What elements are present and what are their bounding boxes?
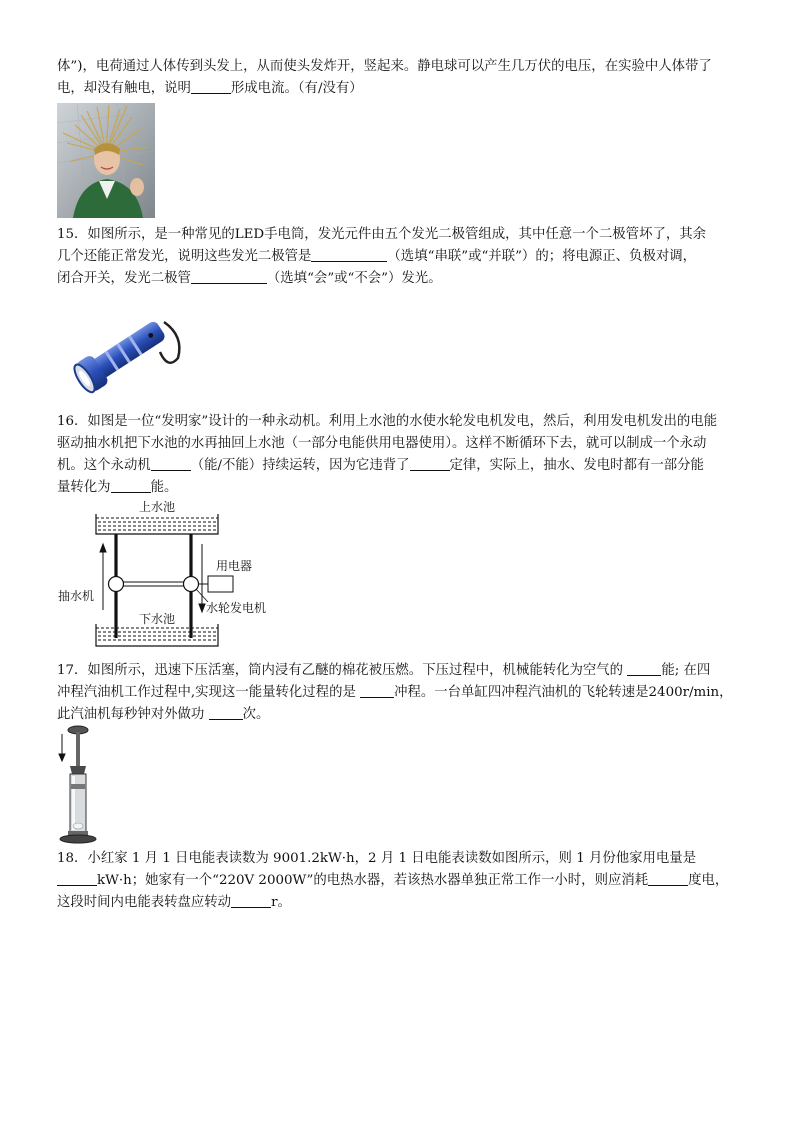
appliance-box (208, 576, 233, 592)
q18-line-3: 这段时间内电能表转盘应转动 r。 (57, 895, 291, 910)
question-14-text (57, 56, 741, 100)
q17-line-2: 冲程汽油机工作过程中,实现这一能量转化过程的是 冲程。一台单缸四冲程汽油机的飞轮转速是2400r/min， (57, 685, 733, 700)
answer-blank[interactable] (57, 871, 97, 886)
led-flashlight-picture (72, 300, 190, 395)
question-16-text (57, 411, 741, 499)
answer-blank[interactable] (151, 456, 191, 471)
answer-blank[interactable] (648, 871, 688, 886)
q14-line-2: 电，却没有触电，说明 形成电流。（有/没有） (57, 81, 363, 96)
static-hair-photo (57, 103, 155, 218)
question-18-text (57, 848, 741, 914)
question-15-text (57, 224, 741, 290)
answer-blank[interactable] (191, 79, 231, 94)
q16-line-2: 驱动抽水机把下水池的水再抽回上水池（一部分电能供用电器使用）。这样不断循环下去，就可以制成一个永动 (57, 436, 707, 451)
perpetual-motion-diagram (56, 498, 286, 658)
q15-line-2: 几个还能正常发光，说明这些发光二极管是 （选填“串联”或“并联”）的；将电源正、负极对调， (57, 249, 697, 264)
q17-line-1: 17．如图所示，迅速下压活塞，筒内浸有乙醚的棉花被压燃。下压过程中，机械能转化为空气的 能; 在四 (57, 663, 711, 678)
question-17-text (57, 660, 741, 726)
q15-line-1: 15．如图所示，是一种常见的LED手电筒，发光元件由五个发光二极管组成，其中任意一个二极管坏了，其余 (57, 227, 707, 242)
answer-blank[interactable] (360, 683, 394, 698)
q16-line-3: 机。这个永动机 （能/不能）持续运转，因为它违背了 定律，实际上，抽水、发电时都有一部分能 (57, 458, 704, 473)
answer-blank[interactable] (209, 705, 243, 720)
upper-pool-label: 上水池 (138, 500, 176, 514)
down-arrow-icon (59, 754, 65, 761)
answer-blank[interactable] (111, 478, 151, 493)
answer-blank[interactable] (627, 661, 661, 676)
q18-line-1: 18．小红家 1 月 1 日电能表读数为 9001.2kW·h，2 月 1 日电能表读数如图所示，则 1 月份他家用电量是 (57, 851, 697, 866)
lower-pool-label: 下水池 (138, 612, 176, 626)
answer-blank[interactable] (191, 269, 267, 284)
pump-label: 抽水机 (58, 589, 95, 603)
q15-line-3: 闭合开关，发光二极管 （选填“会”或“不会”）发光。 (57, 271, 442, 286)
q14-line-1: 体”)，电荷通过人体传到头发上，从而使头发炸开，竖起来。静电球可以产生几万伏的电压，在实验中人体带了 (57, 59, 712, 74)
q18-line-2: kW·h；她家有一个“220V 2000W”的电热水器，若该热水器单独正常工作一小时，则应消耗 度电， (57, 870, 741, 892)
q17-line-3: 此汽油机每秒钟对外做功 次。 (57, 707, 270, 722)
syringe-base (60, 835, 96, 843)
q16-line-4: 量转化为 能。 (57, 480, 178, 495)
q16-line-1: 16．如图是一位“发明家”设计的一种永动机。利用上水池的水使水轮发电机发电，然后，利用发电机发出的电能 (57, 414, 718, 429)
answer-blank[interactable] (410, 456, 450, 471)
lanyard-strap (160, 322, 179, 363)
generator-label: 水轮发电机 (206, 601, 267, 615)
fire-syringe-picture (56, 724, 100, 846)
answer-blank[interactable] (231, 893, 271, 908)
answer-blank[interactable] (311, 247, 387, 262)
pump-wheel (109, 577, 124, 592)
appliance-label: 用电器 (216, 559, 253, 573)
